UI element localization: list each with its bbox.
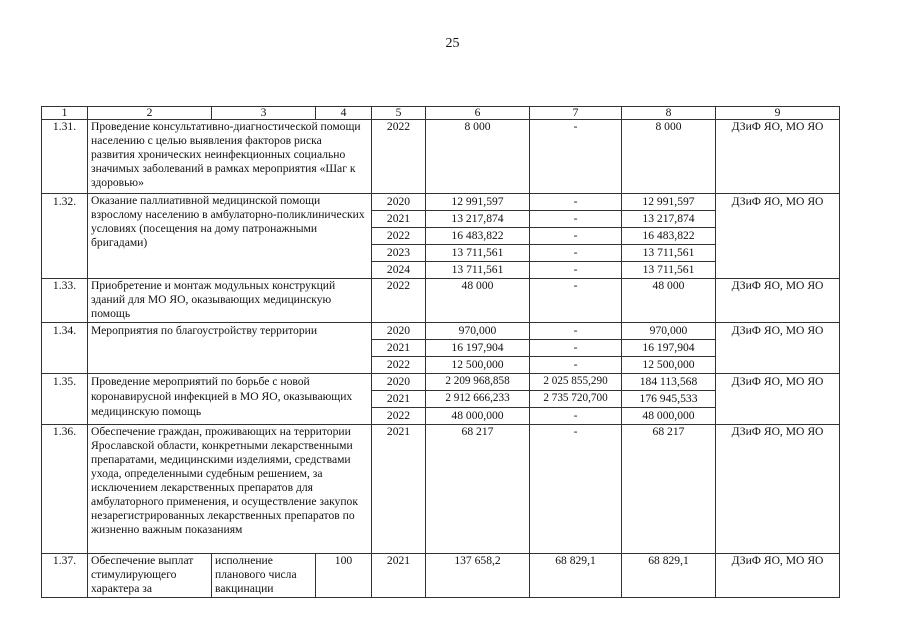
page-number: 25 <box>445 36 460 51</box>
column-header: 8 <box>622 107 716 120</box>
item-federal: 2 735 720,700 <box>530 391 622 408</box>
item-total: 2 912 666,233 <box>426 391 530 408</box>
column-number-row <box>42 107 840 120</box>
item-regional: 68 829,1 <box>622 554 716 598</box>
item-total: 2 209 968,858 <box>426 374 530 391</box>
item-year: 2024 <box>372 262 426 279</box>
item-regional: 12 500,000 <box>622 357 716 374</box>
item-number: 1.32. <box>42 194 88 279</box>
item-regional: 48 000,000 <box>622 408 716 425</box>
item-year: 2022 <box>372 357 426 374</box>
column-header: 3 <box>212 107 316 120</box>
item-number: 1.34. <box>42 323 88 374</box>
item-description: Проведение мероприятий по борьбе с новой коронавирусной инфекцией в МО ЯО, оказывающих медицинскую помощь <box>88 374 372 425</box>
column-header: 4 <box>316 107 372 120</box>
item-responsible: ДЗиФ ЯО, МО ЯО <box>716 194 840 279</box>
item-regional: 16 197,904 <box>622 340 716 357</box>
item-year: 2022 <box>372 228 426 245</box>
item-year: 2020 <box>372 194 426 211</box>
item-indicator: исполнение планового числа вакцинации <box>212 554 316 598</box>
item-regional: 184 113,568 <box>622 374 716 391</box>
item-responsible: ДЗиФ ЯО, МО ЯО <box>716 279 840 323</box>
item-total: 970,000 <box>426 323 530 340</box>
table-row <box>42 120 840 194</box>
item-responsible: ДЗиФ ЯО, МО ЯО <box>716 323 840 374</box>
column-header: 7 <box>530 107 622 120</box>
item-description: Обеспечение выплат стимулирующего характера за <box>88 554 212 598</box>
item-responsible: ДЗиФ ЯО, МО ЯО <box>716 120 840 194</box>
column-header: 5 <box>372 107 426 120</box>
item-responsible: ДЗиФ ЯО, МО ЯО <box>716 554 840 598</box>
item-federal: 2 025 855,290 <box>530 374 622 391</box>
item-regional: 13 711,561 <box>622 245 716 262</box>
item-federal: - <box>530 323 622 340</box>
item-year: 2021 <box>372 211 426 228</box>
item-year: 2021 <box>372 554 426 598</box>
item-year: 2022 <box>372 408 426 425</box>
item-description: Оказание паллиативной медицинской помощи взрослому населению в амбулаторно-поликлинических условиях (посещения на дому патронажными бригадами) <box>88 194 372 279</box>
item-year: 2022 <box>372 279 426 323</box>
item-number: 1.35. <box>42 374 88 425</box>
program-activities-table <box>41 106 840 598</box>
item-regional: 68 217 <box>622 425 716 554</box>
item-total: 48 000 <box>426 279 530 323</box>
item-federal: - <box>530 357 622 374</box>
item-federal: - <box>530 425 622 554</box>
item-description: Мероприятия по благоустройству территории <box>88 323 372 374</box>
item-regional: 12 991,597 <box>622 194 716 211</box>
item-regional: 48 000 <box>622 279 716 323</box>
item-regional: 176 945,533 <box>622 391 716 408</box>
item-number: 1.33. <box>42 279 88 323</box>
item-number: 1.31. <box>42 120 88 194</box>
item-total: 12 991,597 <box>426 194 530 211</box>
item-total: 16 197,904 <box>426 340 530 357</box>
item-total: 48 000,000 <box>426 408 530 425</box>
item-federal: - <box>530 408 622 425</box>
item-total: 8 000 <box>426 120 530 194</box>
item-year: 2021 <box>372 391 426 408</box>
table-row <box>42 425 840 554</box>
column-header: 2 <box>88 107 212 120</box>
item-federal: - <box>530 211 622 228</box>
table-row <box>42 323 840 340</box>
item-year: 2022 <box>372 120 426 194</box>
column-header: 1 <box>42 107 88 120</box>
item-regional: 16 483,822 <box>622 228 716 245</box>
item-number: 1.36. <box>42 425 88 554</box>
item-federal: - <box>530 194 622 211</box>
item-description: Проведение консультативно-диагностической помощи населению с целью выявления факторов риска развития хронических неинфекционных социально значимых заболеваний в рамках мероприятия «Шаг к здоровью» <box>88 120 372 194</box>
item-description: Обеспечение граждан, проживающих на территории Ярославской области, конкретными лекарственными препаратами, медицинскими изделиями, средствами ухода, определенными судебным решением, за исключением лекарственных препаратов для амбулаторного применения, и осуществление закупок незарегистрированных лекарственных препаратов по жизненно важным показаниям <box>88 425 372 554</box>
table-row <box>42 374 840 391</box>
item-responsible: ДЗиФ ЯО, МО ЯО <box>716 425 840 554</box>
item-regional: 8 000 <box>622 120 716 194</box>
item-year: 2023 <box>372 245 426 262</box>
table-row <box>42 554 840 598</box>
item-regional: 13 711,561 <box>622 262 716 279</box>
item-year: 2021 <box>372 340 426 357</box>
item-year: 2020 <box>372 374 426 391</box>
item-total: 13 711,561 <box>426 245 530 262</box>
column-header: 6 <box>426 107 530 120</box>
item-responsible: ДЗиФ ЯО, МО ЯО <box>716 374 840 425</box>
item-federal: - <box>530 279 622 323</box>
item-total: 13 217,874 <box>426 211 530 228</box>
item-regional: 13 217,874 <box>622 211 716 228</box>
item-federal: - <box>530 245 622 262</box>
item-federal: - <box>530 262 622 279</box>
item-total: 13 711,561 <box>426 262 530 279</box>
item-federal: - <box>530 120 622 194</box>
item-year: 2021 <box>372 425 426 554</box>
item-total: 12 500,000 <box>426 357 530 374</box>
item-federal: - <box>530 340 622 357</box>
column-header: 9 <box>716 107 840 120</box>
item-number: 1.37. <box>42 554 88 598</box>
item-regional: 970,000 <box>622 323 716 340</box>
item-description: Приобретение и монтаж модульных конструкций зданий для МО ЯО, оказывающих медицинскую помощь <box>88 279 372 323</box>
item-total: 68 217 <box>426 425 530 554</box>
table-row <box>42 194 840 211</box>
item-total: 16 483,822 <box>426 228 530 245</box>
item-target-value: 100 <box>316 554 372 598</box>
item-total: 137 658,2 <box>426 554 530 598</box>
item-federal: - <box>530 228 622 245</box>
item-federal: 68 829,1 <box>530 554 622 598</box>
item-year: 2020 <box>372 323 426 340</box>
table-row <box>42 279 840 323</box>
